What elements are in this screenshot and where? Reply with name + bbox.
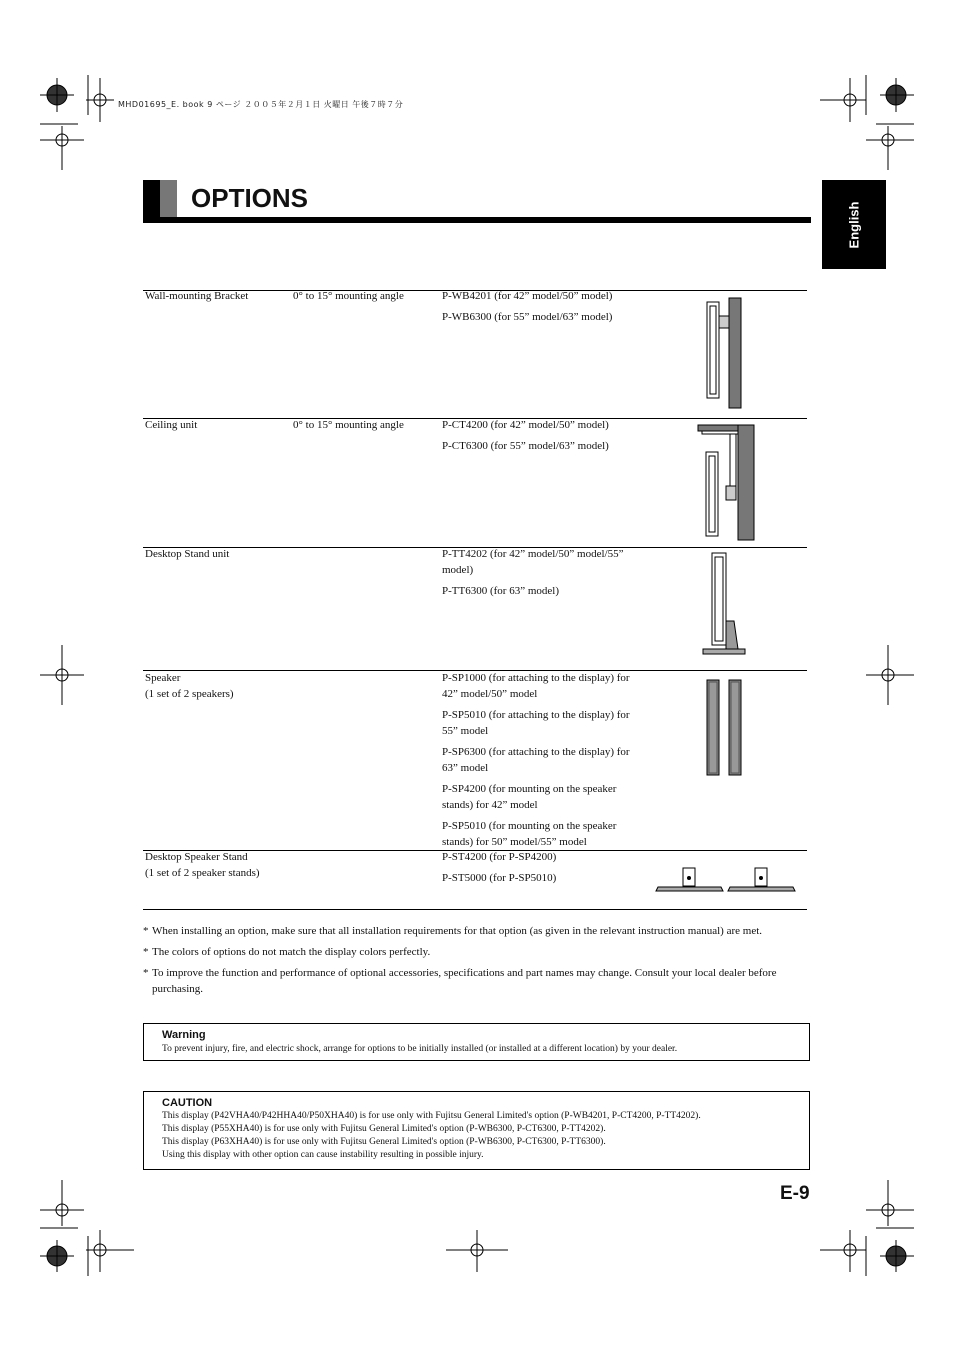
option-model: P-ST5000 (for P-SP5010) <box>442 872 557 884</box>
option-model: P-CT6300 (for 55” model/63” model) <box>442 440 609 452</box>
caution-text: This display (P42VHA40/P42HHA40/P50XHA40) is for use only with Fujitsu General Limited's option (P-WB4201, P-CT4200, P-TT4202). <box>162 1111 701 1121</box>
option-name: Wall-mounting Bracket <box>145 290 249 302</box>
ceiling-unit-illustration <box>696 424 756 542</box>
caution-title: CAUTION <box>162 1097 213 1109</box>
table-rule <box>143 909 807 910</box>
note-text: The colors of options do not match the display colors perfectly. <box>152 946 431 958</box>
caution-text: Using this display with other option can cause instability resulting in possible injury. <box>162 1150 484 1160</box>
title-underline <box>143 217 811 223</box>
option-angle: 0° to 15° mounting angle <box>293 290 404 302</box>
caution-text: This display (P63XHA40) is for use only with Fujitsu General Limited's option (P-WB6300, P-CT6300, P-TT6300). <box>162 1137 606 1147</box>
option-model: P-SP1000 (for attaching to the display) for 42” model/50” model <box>442 672 630 700</box>
note-item <box>143 965 811 997</box>
speaker-stand-illustration <box>655 865 797 897</box>
wall-bracket-illustration <box>700 296 750 410</box>
language-tab <box>822 180 886 269</box>
title-bar-gray <box>160 180 177 217</box>
note-marker: * <box>143 967 149 979</box>
option-model: P-TT6300 (for 63” model) <box>442 585 559 597</box>
option-name-detail: (1 set of 2 speakers) <box>145 688 234 700</box>
note-text: To improve the function and performance of optional accessories, specifications and part names may change. Consult your local dealer before purchasing. <box>152 967 777 995</box>
option-name-detail: (1 set of 2 speaker stands) <box>145 867 260 879</box>
page-number: E-9 <box>780 1183 810 1204</box>
option-model: P-WB6300 (for 55” model/63” model) <box>442 311 613 323</box>
option-name: Ceiling unit <box>145 419 198 431</box>
option-name: Speaker <box>145 672 181 684</box>
option-model: P-CT4200 (for 42” model/50” model) <box>442 419 609 431</box>
option-model: P-WB4201 (for 42” model/50” model) <box>442 290 613 302</box>
option-model: P-SP5010 (for attaching to the display) for 55” model <box>442 709 630 737</box>
crop-mark-text: MHD01695_E. book 9 ページ ２００５年２月１日 火曜日 午後７時７分 <box>118 100 404 109</box>
language-tab-label: English <box>846 201 862 248</box>
speaker-illustration <box>706 679 744 777</box>
caution-text: This display (P55XHA40) is for use only with Fujitsu General Limited's option (P-WB6300, P-CT6300, P-TT4202). <box>162 1124 606 1134</box>
option-model: P-SP5010 (for mounting on the speaker stands) for 50” model/55” model <box>442 820 617 848</box>
note-item <box>143 923 811 939</box>
warning-box <box>143 1023 810 1061</box>
option-model: P-TT4202 (for 42” model/50” model/55” model) <box>442 548 624 576</box>
page-title: OPTIONS <box>191 183 309 213</box>
option-angle: 0° to 15° mounting angle <box>293 419 404 431</box>
option-model: P-ST4200 (for P-SP4200) <box>442 851 557 863</box>
warning-title: Warning <box>162 1029 206 1041</box>
note-marker: * <box>143 946 149 958</box>
desktop-stand-illustration <box>700 551 748 659</box>
option-name: Desktop Stand unit <box>145 548 230 560</box>
note-text: When installing an option, make sure that all installation requirements for that option (as given in the relevant instruction manual) are met. <box>152 925 763 937</box>
note-item <box>143 944 811 960</box>
option-name: Desktop Speaker Stand <box>145 851 248 863</box>
option-model: P-SP6300 (for attaching to the display) for 63” model <box>442 746 630 774</box>
warning-text: To prevent injury, fire, and electric shock, arrange for options to be initially installed (or installed at a different location) by your dealer. <box>162 1044 678 1054</box>
option-model: P-SP4200 (for mounting on the speaker stands) for 42” model <box>442 783 617 811</box>
note-marker: * <box>143 925 149 937</box>
caution-box <box>143 1091 810 1170</box>
title-bar-black <box>143 180 160 217</box>
